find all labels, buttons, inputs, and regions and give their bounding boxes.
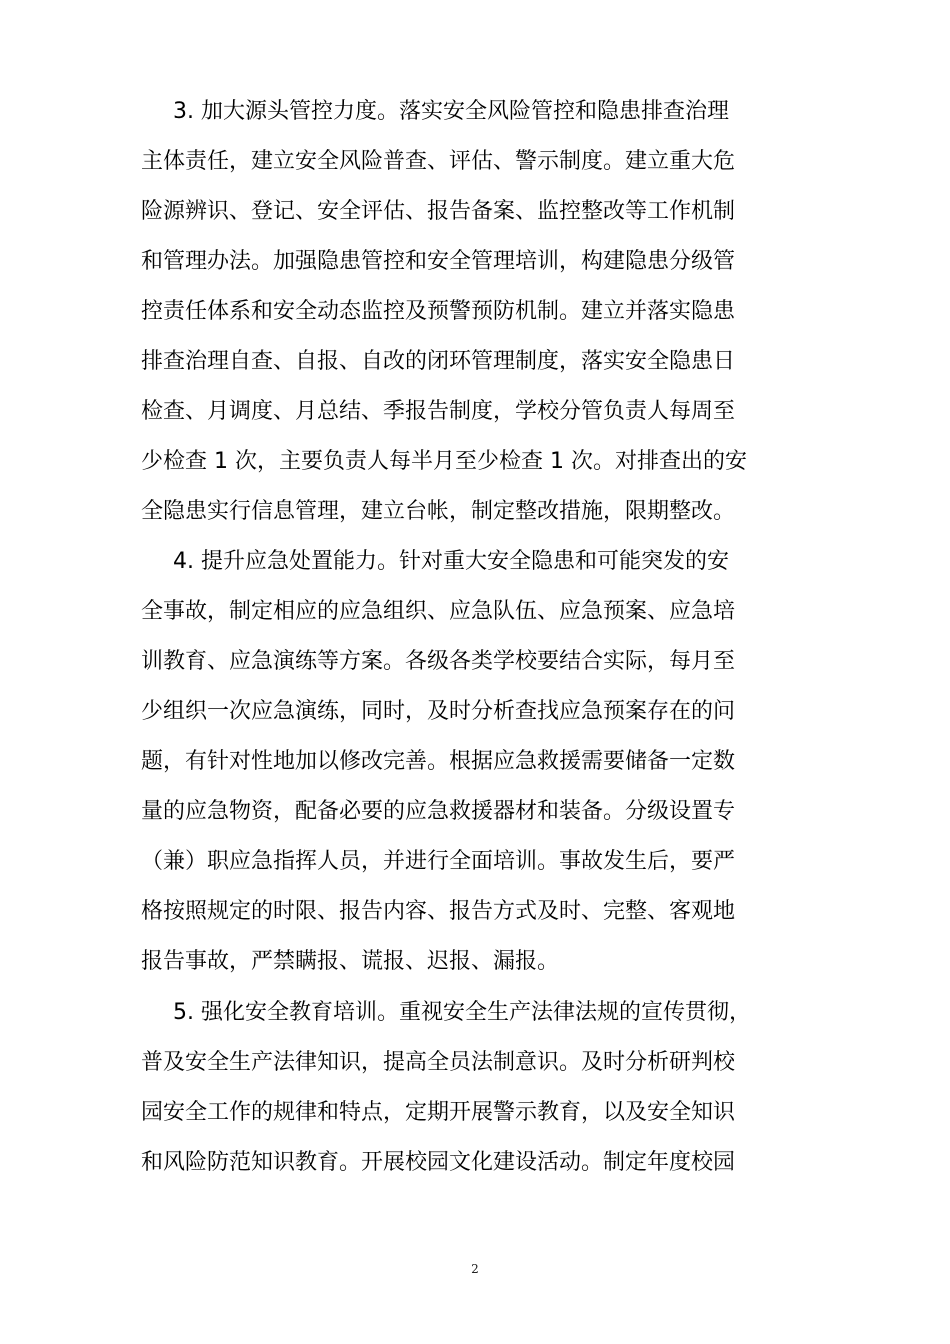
- text-line: 主体责任，建立安全风险普查、评估、警示制度。建立重大危: [141, 149, 736, 174]
- text-line: 控责任体系和安全动态监控及预警预防机制。建立并落实隐患: [141, 299, 736, 324]
- text-line: 普及安全生产法律知识，提高全员法制意识。及时分析研判校: [141, 1050, 736, 1075]
- text-line: 全事故，制定相应的应急组织、应急队伍、应急预案、应急培: [141, 599, 736, 624]
- paragraph-3-source-control: [141, 87, 811, 537]
- text-line: （兼）职应急指挥人员，并进行全面培训。事故发生后，要严: [141, 849, 736, 874]
- text-line: 排查治理自查、自报、自改的闭环管理制度，落实安全隐患日: [141, 349, 736, 374]
- text-line: 和风险防范知识教育。开展校园文化建设活动。制定年度校园: [141, 1150, 736, 1175]
- text-line: 格按照规定的时限、报告内容、报告方式及时、完整、客观地: [141, 899, 736, 924]
- text-line: 4. 提升应急处置能力。针对重大安全隐患和可能突发的安: [173, 549, 729, 574]
- text-line: 量的应急物资，配备必要的应急救援器材和装备。分级设置专: [141, 799, 736, 824]
- text-line: 3. 加大源头管控力度。落实安全风险管控和隐患排查治理: [173, 99, 729, 124]
- paragraph-4-emergency-response: [141, 537, 811, 987]
- text-line: 全隐患实行信息管理，建立台帐，制定整改措施，限期整改。: [141, 499, 736, 524]
- text-line: 训教育、应急演练等方案。各级各类学校要结合实际，每月至: [141, 649, 736, 674]
- text-line: 检查、月调度、月总结、季报告制度，学校分管负责人每周至: [141, 399, 736, 424]
- text-line: 险源辨识、登记、安全评估、报告备案、监控整改等工作机制: [141, 199, 736, 224]
- text-line: 少组织一次应急演练，同时，及时分析查找应急预案存在的问: [141, 699, 736, 724]
- page-number: 2: [471, 1262, 479, 1276]
- text-line: 5. 强化安全教育培训。重视安全生产法律法规的宣传贯彻，: [173, 1000, 751, 1025]
- text-line: 报告事故，严禁瞒报、谎报、迟报、漏报。: [141, 949, 560, 974]
- text-line: 少检查 1 次，主要负责人每半月至少检查 1 次。对排查出的安: [141, 449, 747, 474]
- text-line: 题，有针对性地加以修改完善。根据应急救援需要储备一定数: [141, 749, 736, 774]
- text-line: 园安全工作的规律和特点，定期开展警示教育，以及安全知识: [141, 1100, 736, 1125]
- text-line: 和管理办法。加强隐患管控和安全管理培训，构建隐患分级管: [141, 249, 736, 274]
- paragraph-5-safety-education: [141, 988, 811, 1188]
